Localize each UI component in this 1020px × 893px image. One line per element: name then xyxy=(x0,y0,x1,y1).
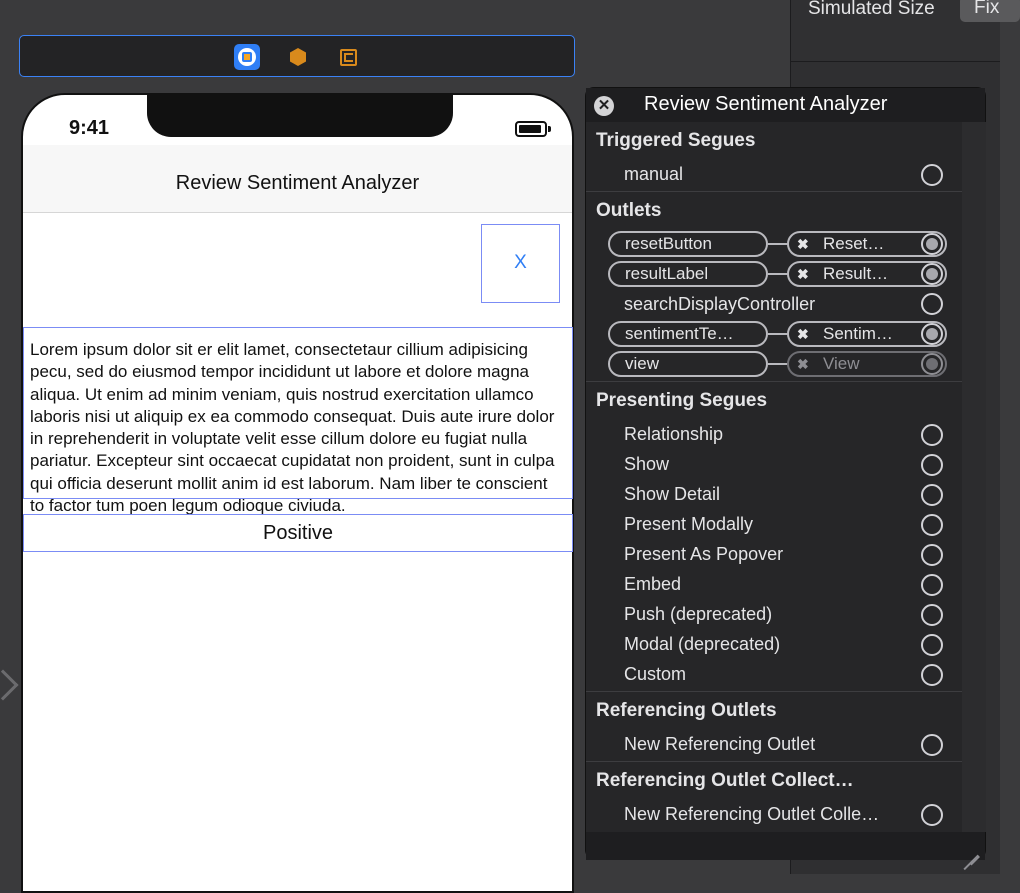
hud-bottom-bar xyxy=(586,832,985,860)
view-controller-icon[interactable] xyxy=(234,44,260,70)
outlet-target-sentiment[interactable]: Sentim… xyxy=(787,321,947,347)
device-canvas xyxy=(21,93,574,893)
connection-circle-view[interactable] xyxy=(921,353,943,375)
section-presenting-segues: Presenting Segues xyxy=(596,390,768,411)
connection-circle-relationship[interactable] xyxy=(921,424,943,446)
outlet-target-view[interactable]: View xyxy=(787,351,947,377)
outlet-connector xyxy=(768,273,788,275)
simulated-size-popup[interactable]: Fix xyxy=(960,0,1020,22)
section-divider xyxy=(586,761,962,762)
section-referencing-outlet-collections: Referencing Outlet Collect… xyxy=(596,770,854,791)
connection-circle-outlet-collection[interactable] xyxy=(921,804,943,826)
outlet-view[interactable]: view xyxy=(608,351,768,377)
segue-push-deprecated: Push (deprecated) xyxy=(624,604,773,624)
connections-hud xyxy=(585,87,986,859)
connection-circle-embed[interactable] xyxy=(921,574,943,596)
outlet-reset-button[interactable]: resetButton xyxy=(608,231,768,257)
segue-relationship: Relationship xyxy=(624,424,724,444)
outlet-connector xyxy=(768,333,788,335)
reset-button[interactable]: X xyxy=(481,224,560,303)
status-bar-time: 9:41 xyxy=(69,117,110,139)
row-manual: manual xyxy=(624,164,684,184)
section-divider xyxy=(586,191,962,192)
segue-show-detail: Show Detail xyxy=(624,484,721,504)
remove-connection-icon[interactable]: ✖ xyxy=(797,326,809,342)
new-referencing-outlet: New Referencing Outlet xyxy=(624,734,816,754)
battery-icon xyxy=(515,121,547,137)
connection-circle-search[interactable] xyxy=(921,293,943,315)
section-triggered-segues: Triggered Segues xyxy=(596,130,756,151)
segue-custom: Custom xyxy=(624,664,687,684)
nav-title: Review Sentiment Analyzer xyxy=(175,172,420,194)
entry-point-arrow-icon[interactable] xyxy=(0,669,19,700)
connection-circle-referencing-outlet[interactable] xyxy=(921,734,943,756)
outlet-target-reset[interactable]: Reset… xyxy=(787,231,947,257)
connection-circle-result[interactable] xyxy=(921,263,943,285)
segue-embed: Embed xyxy=(624,574,682,594)
segue-present-modally: Present Modally xyxy=(624,514,754,534)
outlet-connector xyxy=(768,363,788,365)
outlet-target-result[interactable]: Result… xyxy=(787,261,947,287)
connection-circle-reset[interactable] xyxy=(921,233,943,255)
hud-scrollbar[interactable] xyxy=(962,122,986,832)
scene-dock xyxy=(19,35,575,77)
section-divider xyxy=(586,381,962,382)
remove-connection-icon[interactable]: ✖ xyxy=(797,236,809,252)
section-outlets: Outlets xyxy=(596,200,662,221)
connection-circle-custom[interactable] xyxy=(921,664,943,686)
result-label[interactable]: Positive xyxy=(23,514,573,552)
connection-circle-popover[interactable] xyxy=(921,544,943,566)
connection-circle-show[interactable] xyxy=(921,454,943,476)
simulated-size-label: Simulated Size xyxy=(808,0,935,19)
hud-title: Review Sentiment Analyzer xyxy=(644,93,888,115)
remove-connection-icon[interactable]: ✖ xyxy=(797,266,809,282)
outlet-connector xyxy=(768,243,788,245)
connection-circle-push[interactable] xyxy=(921,604,943,626)
navigation-bar[interactable] xyxy=(23,145,572,213)
resize-grip-icon[interactable] xyxy=(963,840,979,856)
hud-titlebar[interactable] xyxy=(586,88,985,122)
segue-modal-deprecated: Modal (deprecated) xyxy=(624,634,781,654)
exit-icon[interactable] xyxy=(335,44,361,70)
battery-cap xyxy=(548,126,551,132)
outlet-result-label[interactable]: resultLabel xyxy=(608,261,768,287)
connection-circle-sentiment[interactable] xyxy=(921,323,943,345)
sentiment-text-view[interactable]: Lorem ipsum dolor sit er elit lamet, consectetaur cillium adipisicing pecu, sed do eiusmod tempor incididunt ut labore et dolore magna aliqua. Ut enim ad minim veniam, quis nostrud exercitation ullamco laboris nisi ut aliquip ex ea commodo consequat. Duis aute irure dolor in reprehenderit in voluptate velit esse cillum dolore eu fugiat nulla pariatur. Excepteur sint occaecat cupidatat non proident, sunt in culpa qui officia deserunt mollit anim id est laborum. Nam liber te conscient to factor tum poen legum odioque civiuda. xyxy=(23,327,573,499)
connection-circle-modal[interactable] xyxy=(921,634,943,656)
connection-circle-manual[interactable] xyxy=(921,164,943,186)
first-responder-icon[interactable] xyxy=(285,44,311,70)
remove-connection-icon[interactable]: ✖ xyxy=(797,356,809,372)
section-referencing-outlets: Referencing Outlets xyxy=(596,700,777,721)
device-notch xyxy=(147,93,453,137)
segue-show: Show xyxy=(624,454,670,474)
connection-circle-present-modally[interactable] xyxy=(921,514,943,536)
connection-circle-show-detail[interactable] xyxy=(921,484,943,506)
close-icon[interactable]: ✕ xyxy=(594,96,614,116)
section-divider xyxy=(586,691,962,692)
outlet-search-display-controller: searchDisplayController xyxy=(624,294,816,314)
segue-present-as-popover: Present As Popover xyxy=(624,544,784,564)
new-referencing-outlet-collection: New Referencing Outlet Colle… xyxy=(624,804,880,824)
outlet-sentiment-text[interactable]: sentimentTe… xyxy=(608,321,768,347)
